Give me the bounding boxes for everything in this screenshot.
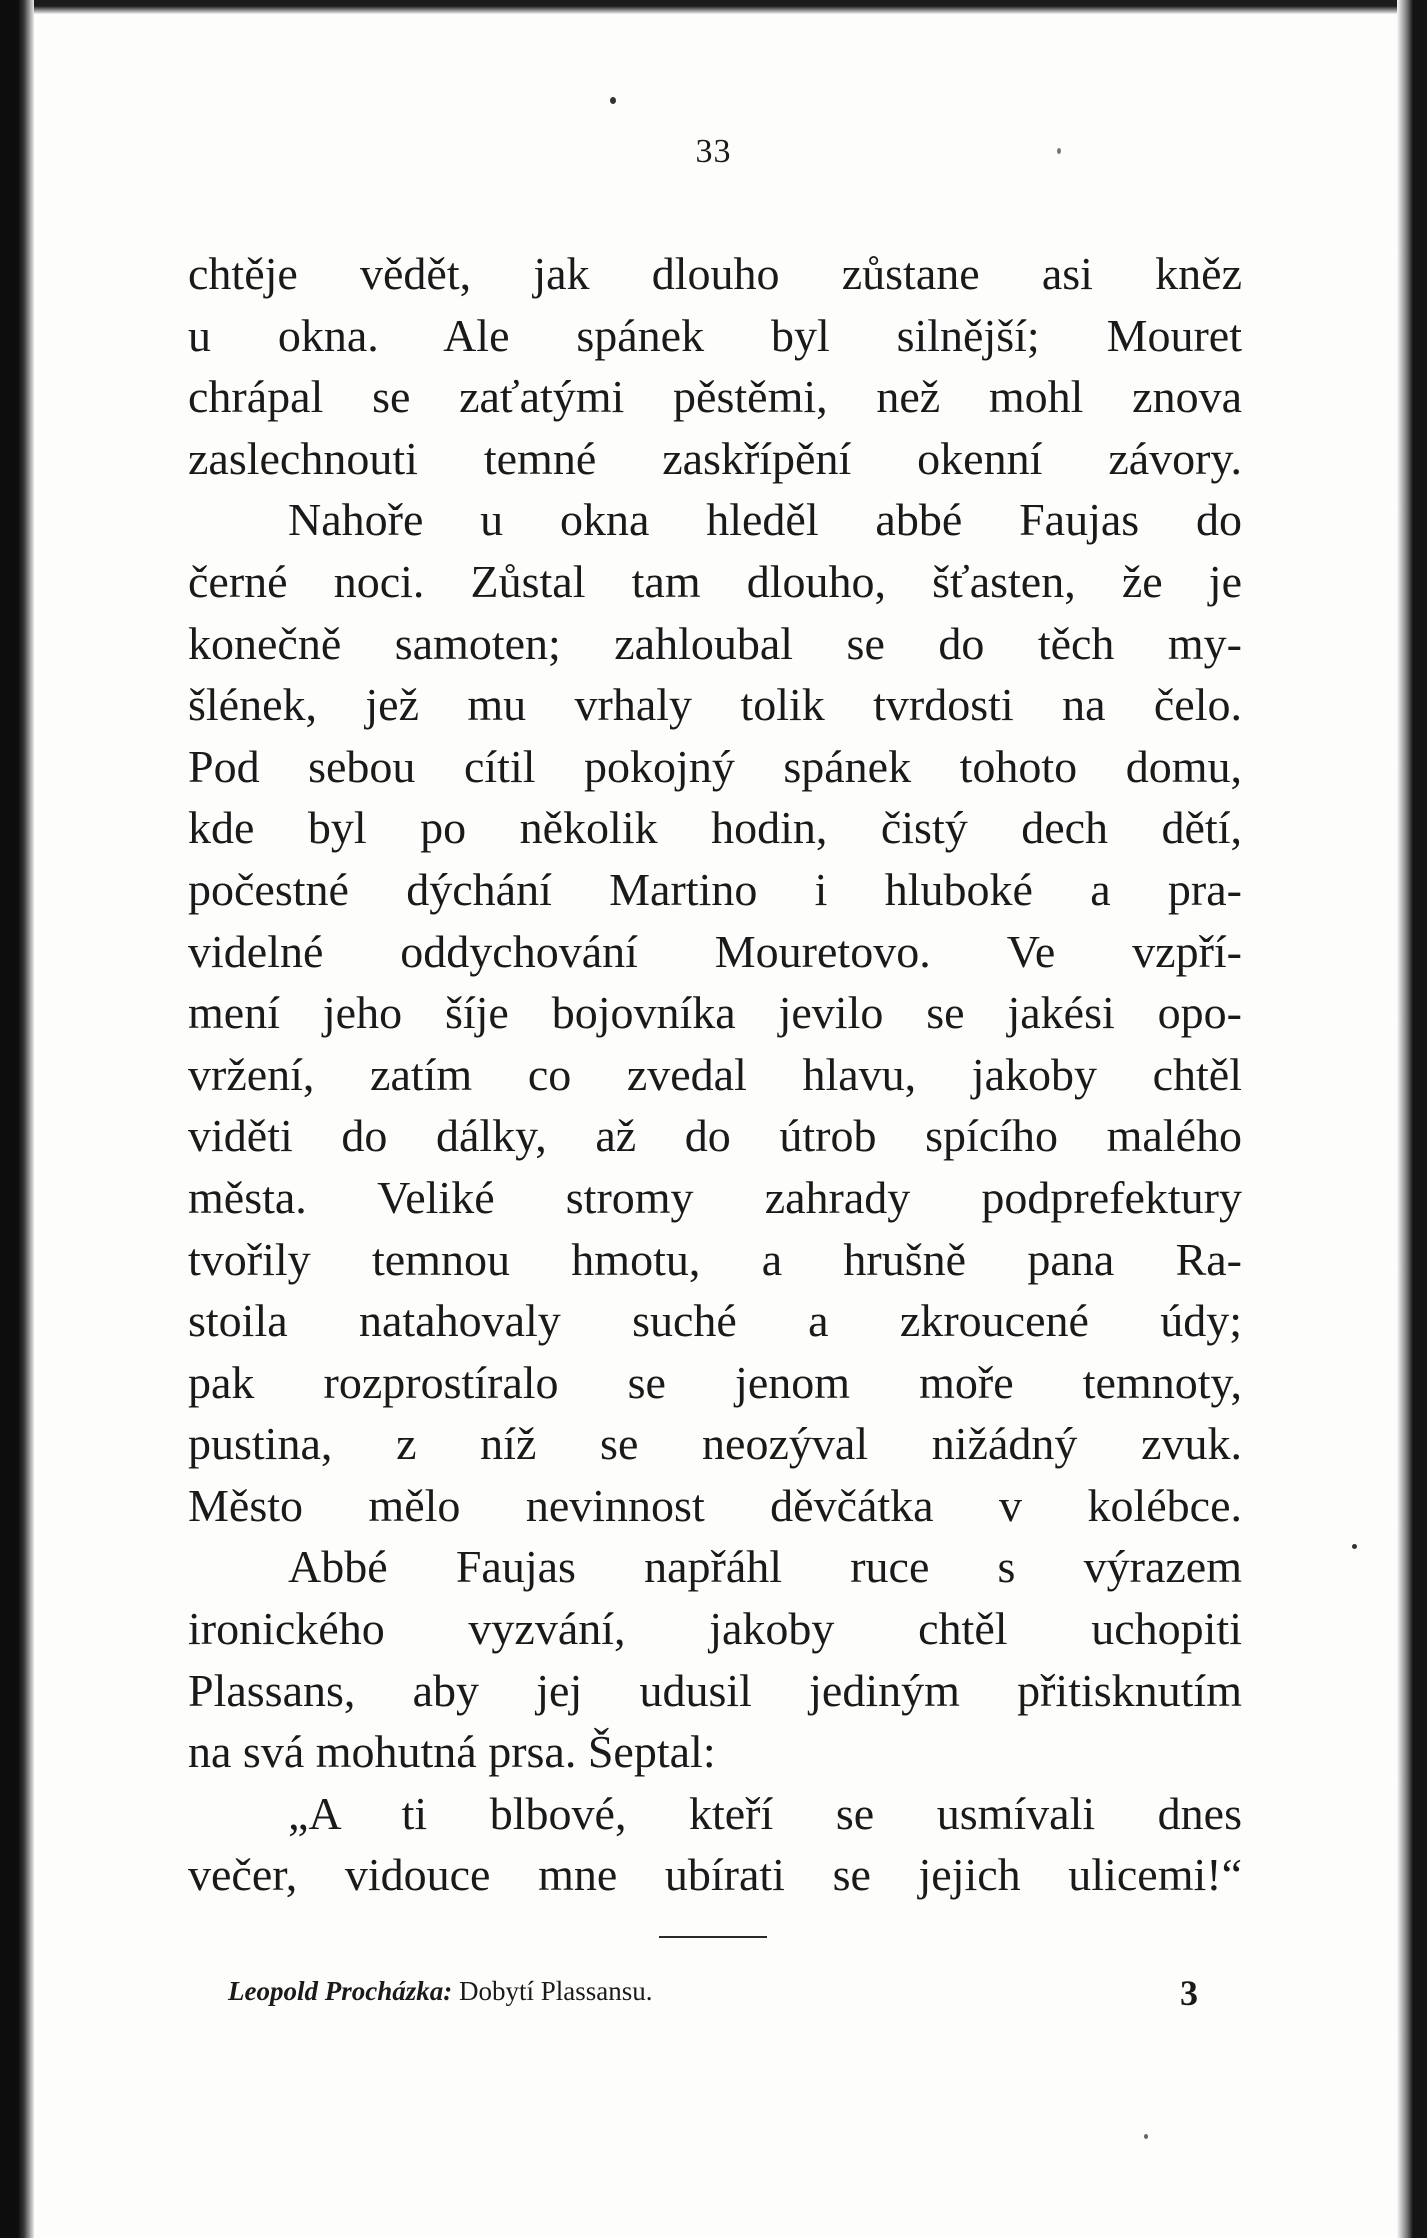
text-line: chrápal se zaťatými pěstěmi, než mohl znova xyxy=(188,371,1242,423)
scan-edge-top xyxy=(34,0,1397,14)
text-line: kde byl po několik hodin, čistý dech dětí, xyxy=(188,802,1242,854)
footer-rule xyxy=(659,1936,767,1938)
text-line: zaslechnouti temné zaskřípění okenní závory. xyxy=(188,432,1242,484)
scan-speck xyxy=(1057,148,1061,154)
scan-speck xyxy=(610,97,616,104)
text-line: večer, vidouce mne ubírati se jejich ulicemi!“ xyxy=(188,1849,1242,1901)
text-line: tvořily temnou hmotu, a hrušně pana Ra- xyxy=(188,1233,1242,1285)
text-line: pak rozprostíralo se jenom moře temnoty, xyxy=(188,1356,1242,1408)
text-line: mení jeho šíje bojovníka jevilo se jakési opo- xyxy=(188,987,1242,1039)
page-number: 33 xyxy=(695,133,732,170)
text-line: konečně samoten; zahloubal se do těch my- xyxy=(188,617,1242,669)
footer-author: Leopold Procházka: xyxy=(228,1976,453,2006)
text-line: „A ti blbové, kteří se usmívali dnes xyxy=(288,1787,1242,1839)
text-line: videlné oddychování Mouretovo. Ve vzpří- xyxy=(188,925,1242,977)
text-line: černé noci. Zůstal tam dlouho, šťasten, že je xyxy=(188,555,1242,607)
text-line: pustina, z níž se neozýval nižádný zvuk. xyxy=(188,1418,1242,1470)
text-line: ironického vyzvání, jakoby chtěl uchopiti xyxy=(188,1603,1242,1655)
text-line: města. Veliké stromy zahrady podprefektury xyxy=(188,1171,1242,1223)
text-line: Plassans, aby jej udusil jediným přitisknutím xyxy=(188,1664,1242,1716)
body-text xyxy=(188,243,1242,1906)
footer-credit xyxy=(228,1976,653,2007)
text-line: počestné dýchání Martino i hluboké a pra- xyxy=(188,863,1242,915)
text-line: chtěje vědět, jak dlouho zůstane asi kněz xyxy=(188,248,1242,299)
text-line: stoila natahovaly suché a zkroucené údy; xyxy=(188,1295,1242,1347)
scan-edge-left xyxy=(0,0,34,2238)
scan-edge-right xyxy=(1397,0,1427,2238)
text-line: šlének, jež mu vrhaly tolik tvrdosti na čelo. xyxy=(188,679,1242,731)
text-line: Abbé Faujas napřáhl ruce s výrazem xyxy=(288,1541,1242,1593)
text-line: u okna. Ale spánek byl silnější; Mouret xyxy=(188,309,1242,361)
text-line: Nahoře u okna hleděl abbé Faujas do xyxy=(288,494,1242,546)
signature-mark: 3 xyxy=(1180,1973,1198,2013)
scan-speck xyxy=(1352,1544,1357,1549)
footer-title: Dobytí Plassansu. xyxy=(458,1976,653,2006)
text-line: na svá mohutná prsa. Šeptal: xyxy=(188,1726,716,1778)
text-line: Pod sebou cítil pokojný spánek tohoto domu, xyxy=(188,740,1242,792)
text-line: Město mělo nevinnost děvčátka v kolébce. xyxy=(188,1479,1242,1531)
text-line: vržení, zatím co zvedal hlavu, jakoby chtěl xyxy=(188,1048,1242,1100)
text-line: viděti do dálky, až do útrob spícího malého xyxy=(188,1110,1242,1162)
scan-speck xyxy=(1144,2134,1148,2139)
